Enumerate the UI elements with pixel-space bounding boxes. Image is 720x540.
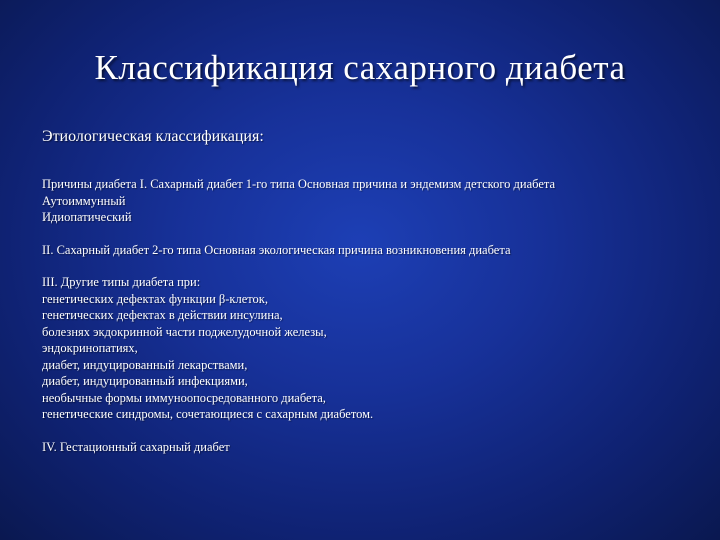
type1-paragraph: Причины диабета I. Сахарный диабет 1-го типа Основная причина и эндемизм детского диабета <box>42 177 556 191</box>
other-types-line: диабет, индуцированный инфекциями, <box>42 374 248 388</box>
slide-subtitle: Этиологическая классификация: <box>42 128 264 145</box>
slide-body <box>42 176 682 455</box>
type2-paragraph: II. Сахарный диабет 2-го типа Основная экологическая причина возникновения диабета <box>42 242 511 257</box>
other-types-line: генетических дефектах функции β-клеток, <box>42 291 269 306</box>
other-types-line: генетические синдромы, сочетающиеся с сахарным диабетом. <box>42 407 374 421</box>
gestational-paragraph: IV. Гестационный сахарный диабет <box>42 439 230 454</box>
type1-idiopathic: Идиопатический <box>42 210 132 224</box>
slide-title: Классификация сахарного диабета <box>94 48 626 87</box>
other-types-line: III. Другие типы диабета при: <box>42 275 201 289</box>
other-types-list <box>42 274 682 423</box>
other-types-line: болезнях экдокринной части поджелудочной железы, <box>42 324 327 339</box>
other-types-line: необычные формы иммуноопосредованного диабета, <box>42 390 326 405</box>
other-types-line: эндокринопатиях, <box>42 341 138 355</box>
other-types-line: диабет, индуцированный лекарствами, <box>42 357 248 372</box>
other-types-line: генетических дефектах в действии инсулина, <box>42 308 283 322</box>
type1-autoimmune: Аутоиммунный <box>42 193 126 208</box>
